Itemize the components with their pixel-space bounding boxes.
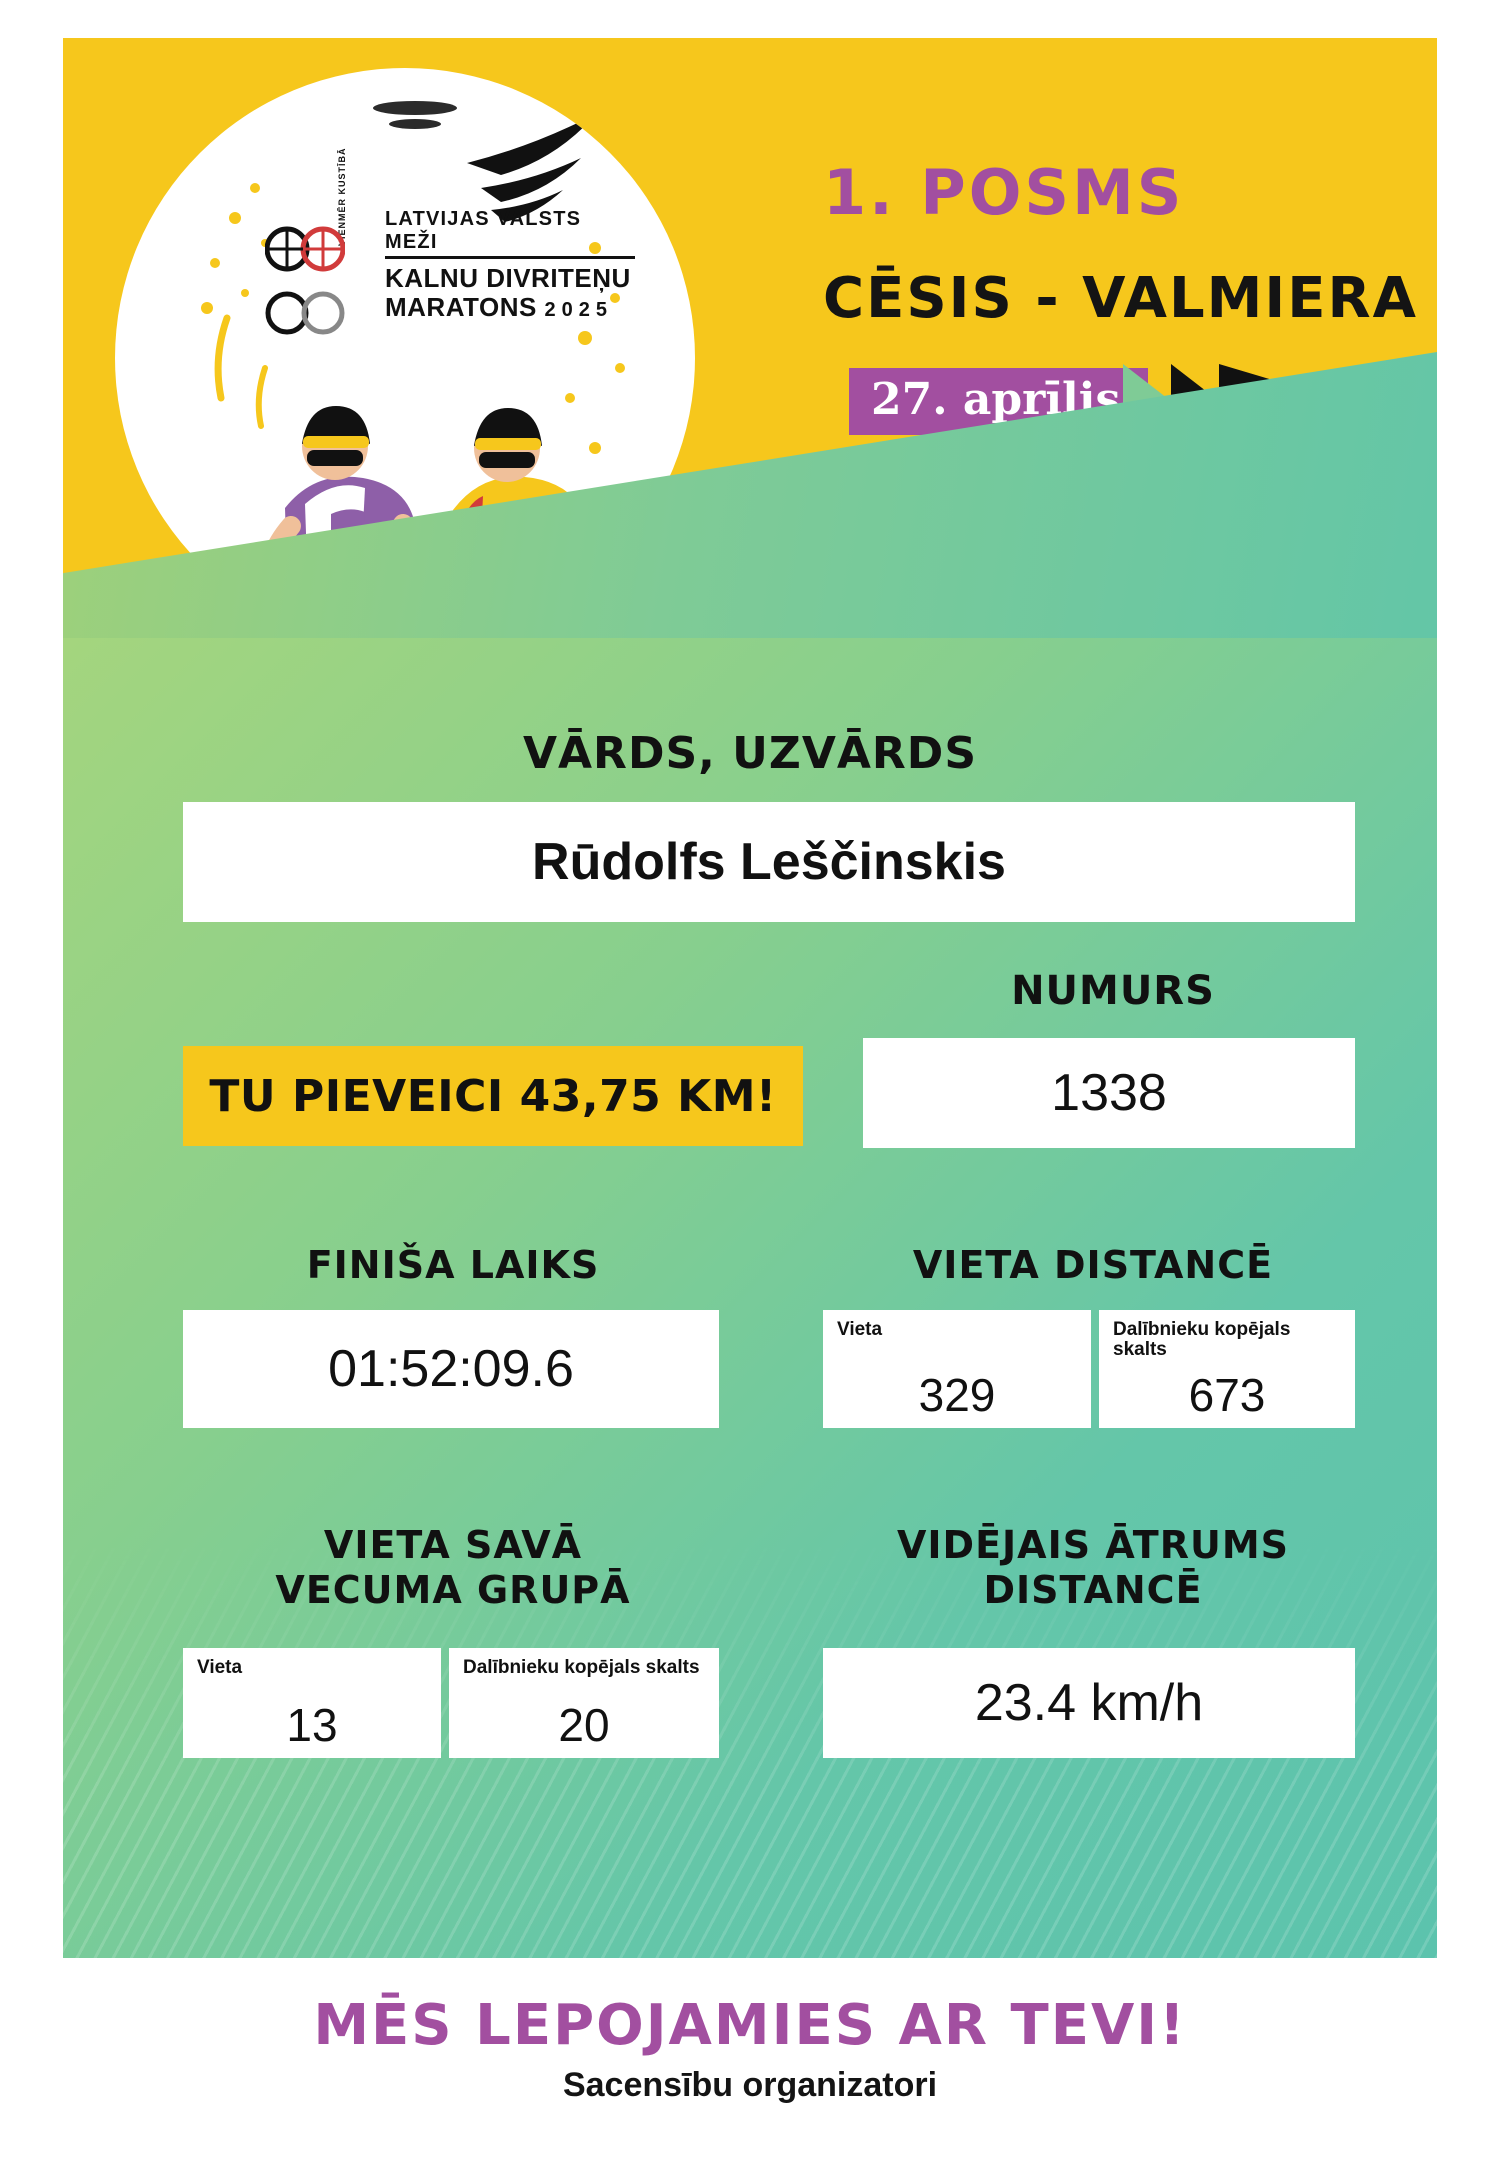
place-distance-place-value: 329 xyxy=(918,1369,996,1421)
number-value: 1338 xyxy=(863,1038,1355,1148)
finish-time-label: FINIŠA LAIKS xyxy=(306,1243,600,1287)
place-distance-place-caption: Vieta xyxy=(837,1319,883,1340)
place-distance-total xyxy=(1099,1310,1355,1428)
poster-header xyxy=(63,38,1437,678)
finish-time-value: 01:52:09.6 xyxy=(183,1310,719,1428)
name-value: Rūdolfs Leščinskis xyxy=(183,802,1355,922)
avg-speed-label-line1: VIDĒJAIS ĀTRUMS xyxy=(896,1523,1289,1567)
avg-speed-value: 23.4 km/h xyxy=(823,1648,1355,1758)
stage-title: 1. POSMS xyxy=(823,156,1185,229)
logo-wheels-icon xyxy=(265,218,345,280)
place-distance-total-value: 673 xyxy=(1188,1369,1266,1421)
result-poster xyxy=(63,38,1437,2128)
name-label: VĀRDS, UZVĀRDS xyxy=(522,728,978,779)
place-distance-total-caption: Dalībnieku kopējals skalts xyxy=(1113,1319,1291,1360)
place-distance-label: VIETA DISTANCĒ xyxy=(912,1243,1274,1287)
logo-line-2: KALNU DIVRITEŅU xyxy=(385,263,631,293)
place-age-label xyxy=(183,1523,723,1613)
distance-banner: TU PIEVEICI 43,75 KM! xyxy=(183,1046,803,1146)
avg-speed-label xyxy=(823,1523,1363,1613)
place-age-place-value: 13 xyxy=(286,1699,338,1751)
place-age-total xyxy=(449,1648,719,1758)
place-age-place-caption: Vieta xyxy=(197,1657,243,1678)
logo-line-1: LATVIJAS VALSTS MEŽI xyxy=(385,208,635,259)
logo-line-3: MARATONS xyxy=(385,292,537,323)
footer-headline: MĒS LEPOJAMIES AR TEVI! xyxy=(313,1993,1187,2058)
place-age-label-line2: VECUMA GRUPĀ xyxy=(275,1567,631,1612)
logo-vertical-text: VIENMĒR KUSTĪBĀ xyxy=(337,147,347,246)
footer-subtitle: Sacensību organizatori xyxy=(562,2066,938,2104)
place-age-place xyxy=(183,1648,441,1758)
place-distance-place xyxy=(823,1310,1091,1428)
event-date: 27. aprīlis xyxy=(849,368,1148,435)
stage-route: CĒSIS - VALMIERA xyxy=(823,266,1418,331)
number-label: NUMURS xyxy=(1011,968,1215,1014)
place-age-total-caption: Dalībnieku kopējals skalts xyxy=(463,1657,700,1678)
logo-wordmark xyxy=(385,208,635,323)
logo-year: 2025 xyxy=(544,299,614,322)
avg-speed-label-line2: DISTANCĒ xyxy=(983,1567,1203,1612)
place-age-total-value: 20 xyxy=(558,1699,610,1751)
place-age-label-line1: VIETA SAVĀ xyxy=(323,1523,583,1567)
